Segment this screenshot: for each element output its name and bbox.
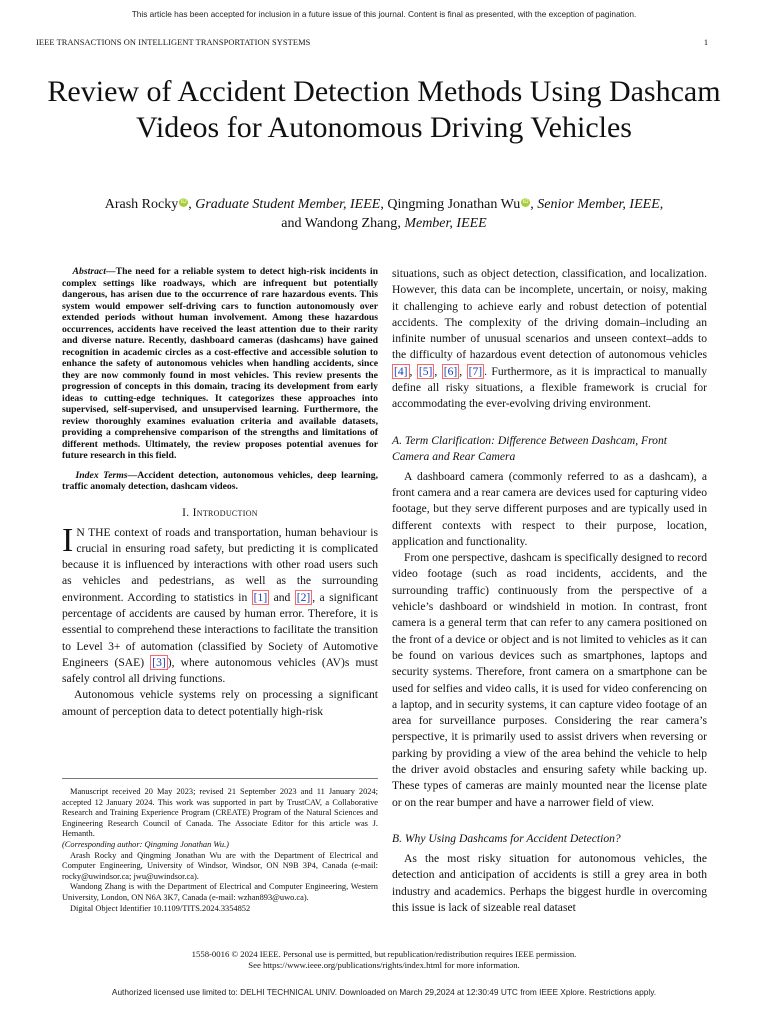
paper-title: Review of Accident Detection Methods Using Dashcam Videos for Autonomous Driving Vehicles xyxy=(47,75,721,144)
author-connector: and xyxy=(281,215,302,231)
citation-link[interactable]: [1] xyxy=(253,590,268,604)
subsection-heading: A. Term Clarification: Difference Between Dashcam, Front Camera and Rear Camera xyxy=(392,433,667,463)
citation-link[interactable]: [5] xyxy=(418,364,433,378)
citation-link[interactable]: [3] xyxy=(152,655,166,669)
index-terms-label: Index Terms xyxy=(75,469,128,481)
citation-link[interactable]: [2] xyxy=(296,590,311,604)
body-paragraph: As the most risky situation for autonomous vehicles, the detection and anticipation of accidents is still a grey area in both industry and academics. Perhaps the biggest hurdle in overcoming this issue is lack of sizeable real dataset xyxy=(392,851,707,914)
right-column xyxy=(392,266,707,916)
citation-link[interactable]: [4] xyxy=(394,364,408,378)
author-membership: Senior Member, IEEE xyxy=(537,197,660,212)
section-heading xyxy=(62,507,378,519)
page-number: 1 xyxy=(703,38,708,47)
copyright-notice: 1558-0016 © 2024 IEEE. Personal use is permitted, but republication/redistribution requires IEEE permission. See https://www.ieee.org/publications/rights/index.html for more information. xyxy=(191,949,577,970)
author-membership: Member, IEEE xyxy=(404,215,487,231)
left-column xyxy=(62,266,378,720)
body-paragraph: A dashboard camera (commonly referred to as a dashcam), a front camera and a rear camera are devices used for capturing video footage, but they serve different purposes and are typically used in different contexts with respect to their purpose, location, application and functionality. xyxy=(392,469,707,548)
body-paragraph: situations, such as object detection, classification, and localization. However, this data can be incomplete, uncertain, or noisy, making it challenging to achieve early and robust detection of potential accidents. The complexity of the driving domain–including an infinite number of unusual scenarios and unseen context–adds to the difficulty of hazardous event detection of autonomous vehicles [4] , [5] , [6] , [7] . Furthermore, as it is impractical to manually define all risky situations, a flexible framework is crucial for accommodating the ever-evolving driving environment. xyxy=(392,267,707,411)
abstract: Abstract—The need for a reliable system to detect high-risk incidents in complex settings like roadways, which are infrequent but potentially dangerous, has arisen due to the occurrence of rare hazardous events. This system would empower self-driving cars to function autonomously over extended periods without human involvement. Among these hazardous occurrences, accidents have received the least attention due to their rarity and diverse nature. Recently, dashboard cameras (dashcams) have gained recognition in academic circles as a cost-effective and accessible solution to enhance the safety of autonomous vehicles when handling accidents, since they are now commonly found in most vehicles. This review presents the progression of concepts in this domain, tracing its development from early ideas to cutting-edge techniques. It categorizes these approaches into supervised, self-supervised, and unsupervised learning. Furthermore, the review thoroughly examines evaluation criteria and available datasets, providing a comprehensive comparison of the strengths and limitations of different methods. Ultimately, the review proposes potential avenues for future research in this field. xyxy=(62,266,379,461)
intro-paragraph: Autonomous vehicle systems rely on processing a significant amount of perception data to detect potentially high-risk xyxy=(62,688,378,718)
author-list: Arash Rocky iD , Graduate Student Member, IEEE, Qingming Jonathan Wu iD , Senior Member, IEEE, and Wandong Zhang, Member, IEEE xyxy=(104,197,664,231)
affiliation-note: Arash Rocky and Qingming Jonathan Wu are with the Department of Electrical and Computer Engineering, University of Windsor, Windsor, ON N9B 3P4, Canada (e-mail: rocky@uwindsor.ca; jwu@uwindsor.ca). xyxy=(62,850,378,881)
body-paragraph: From one perspective, dashcam is specifically designed to record video footage (such as road incidents, accidents, and the surrounding traffic) continuously from the perspective of a vehicle’s dashboard or windshield in motion. In contrast, front camera is a general term that can refer to any camera positioned on the front of a device or object and is not limited to vehicles as it can be found on various devices such as smartphones, laptops and security systems. Therefore, front camera on a smartphone can be used for selfies and video calls, it is used for video conferencing on a laptop, and in security systems, it can capture video footage of an area for surveillance purposes. Considering the rear camera’s perspective, it is primarily used to assist drivers when reversing or parking by providing a view of the area behind the vehicle to help the driver avoid obstacles and ensuring safety while backing up. These types of cameras are mainly mounted near the license plate or on the rear bumper and have a narrower field of view. xyxy=(392,551,707,809)
license-notice: Authorized licensed use limited to: DELHI TECHNICAL UNIV. Downloaded on March 29,2024 at 12:30:49 UTC from IEEE Xplore. Restrictions apply. xyxy=(111,987,657,997)
section-title: Introduction xyxy=(192,506,258,519)
abstract-text: The need for a reliable system to detect high-risk incidents in complex settings like roadways, which are infrequent but potentially dangerous, has arisen due to the occurrence of rare hazardous events. This system would empower self-driving cars to function autonomously over extended periods without human involvement. Among these hazardous occurrences, accidents have received the least attention due to their rarity and diverse nature. Recently, dashboard cameras (dashcams) have gained recognition in academic circles as a cost-effective and accessible solution to enhance the safety of autonomous vehicles when handling accidents, since they are now commonly found in most vehicles. This review presents the progression of concepts in this domain, tracing its development from early ideas to cutting-edge techniques. It categorizes these approaches into supervised, self-supervised, and unsupervised learning. Furthermore, the review thoroughly examines evaluation criteria and available datasets, providing a comprehensive comparison of the strengths and limitations of different methods. Ultimately, the review proposes potential avenues for future research in this field. xyxy=(62,266,379,461)
footnotes xyxy=(62,778,378,914)
orcid-icon[interactable]: iD xyxy=(522,199,529,205)
orcid-icon[interactable]: iD xyxy=(180,199,187,205)
affiliation-note: Wandong Zhang is with the Department of Electrical and Computer Engineering, Western University, London, ON N6A 3K7, Canada (e-mail: wzhan893@uwo.ca). xyxy=(62,882,378,902)
drop-cap: I xyxy=(62,521,74,559)
index-terms-text: Accident detection, autonomous vehicles, deep learning, traffic anomaly detection, dashcam videos. xyxy=(62,469,378,492)
author-name: Arash Rocky xyxy=(104,197,179,212)
author-name: Qingming Jonathan Wu xyxy=(387,197,521,212)
citation-link[interactable]: [6] xyxy=(443,364,458,378)
subsection-heading: B. Why Using Dashcams for Accident Detection? xyxy=(392,831,621,845)
running-head: IEEE TRANSACTIONS ON INTELLIGENT TRANSPORTATION SYSTEMS xyxy=(36,38,311,47)
section-numeral: I. xyxy=(182,506,190,519)
doi-line: Digital Object Identifier 10.1109/TITS.2024.3354852 xyxy=(70,903,251,913)
citation-link[interactable]: [7] xyxy=(468,364,483,378)
abstract-label: Abstract xyxy=(72,266,106,277)
index-terms: Index Terms—Accident detection, autonomous vehicles, deep learning, traffic anomaly detection, dashcam videos. xyxy=(62,469,378,492)
manuscript-note: Manuscript received 20 May 2023; revised 21 September 2023 and 11 January 2024; accepted 12 January 2024. This work was supported in part by TrustCAV, a Collaborative Research and Training Experience Program (CREATE) Program of the Natural Sciences and Engineering Research Council of Canada. The Associate Editor for this article was J. Hemanth. xyxy=(62,787,378,839)
corresponding-author: (Corresponding author: Qingming Jonathan Wu.) xyxy=(62,839,229,849)
author-membership: Graduate Student Member, IEEE xyxy=(195,197,381,212)
intro-paragraph: I N THE context of roads and transportation, human behaviour is crucial in ensuring road safety, but predicting it is complicated because it is influenced by interactions with other road users such as vehicles and pedestrians, as well as the surrounding environment. According to statistics in [1] and [2] , a significant percentage of accidents are caused by human error. Therefore, it is essential to comprehend these interactions to facilitate the transition to Level 3+ of automation (classified by Society of Automotive Engineers (SAE) [3] ), where autonomous vehicles (AV)s must safely control all driving functions. xyxy=(62,521,379,686)
author-name: Wandong Zhang xyxy=(304,215,398,231)
acceptance-notice: This article has been accepted for inclusion in a future issue of this journal. Content is final as presented, with the exception of pagination. xyxy=(131,9,637,19)
